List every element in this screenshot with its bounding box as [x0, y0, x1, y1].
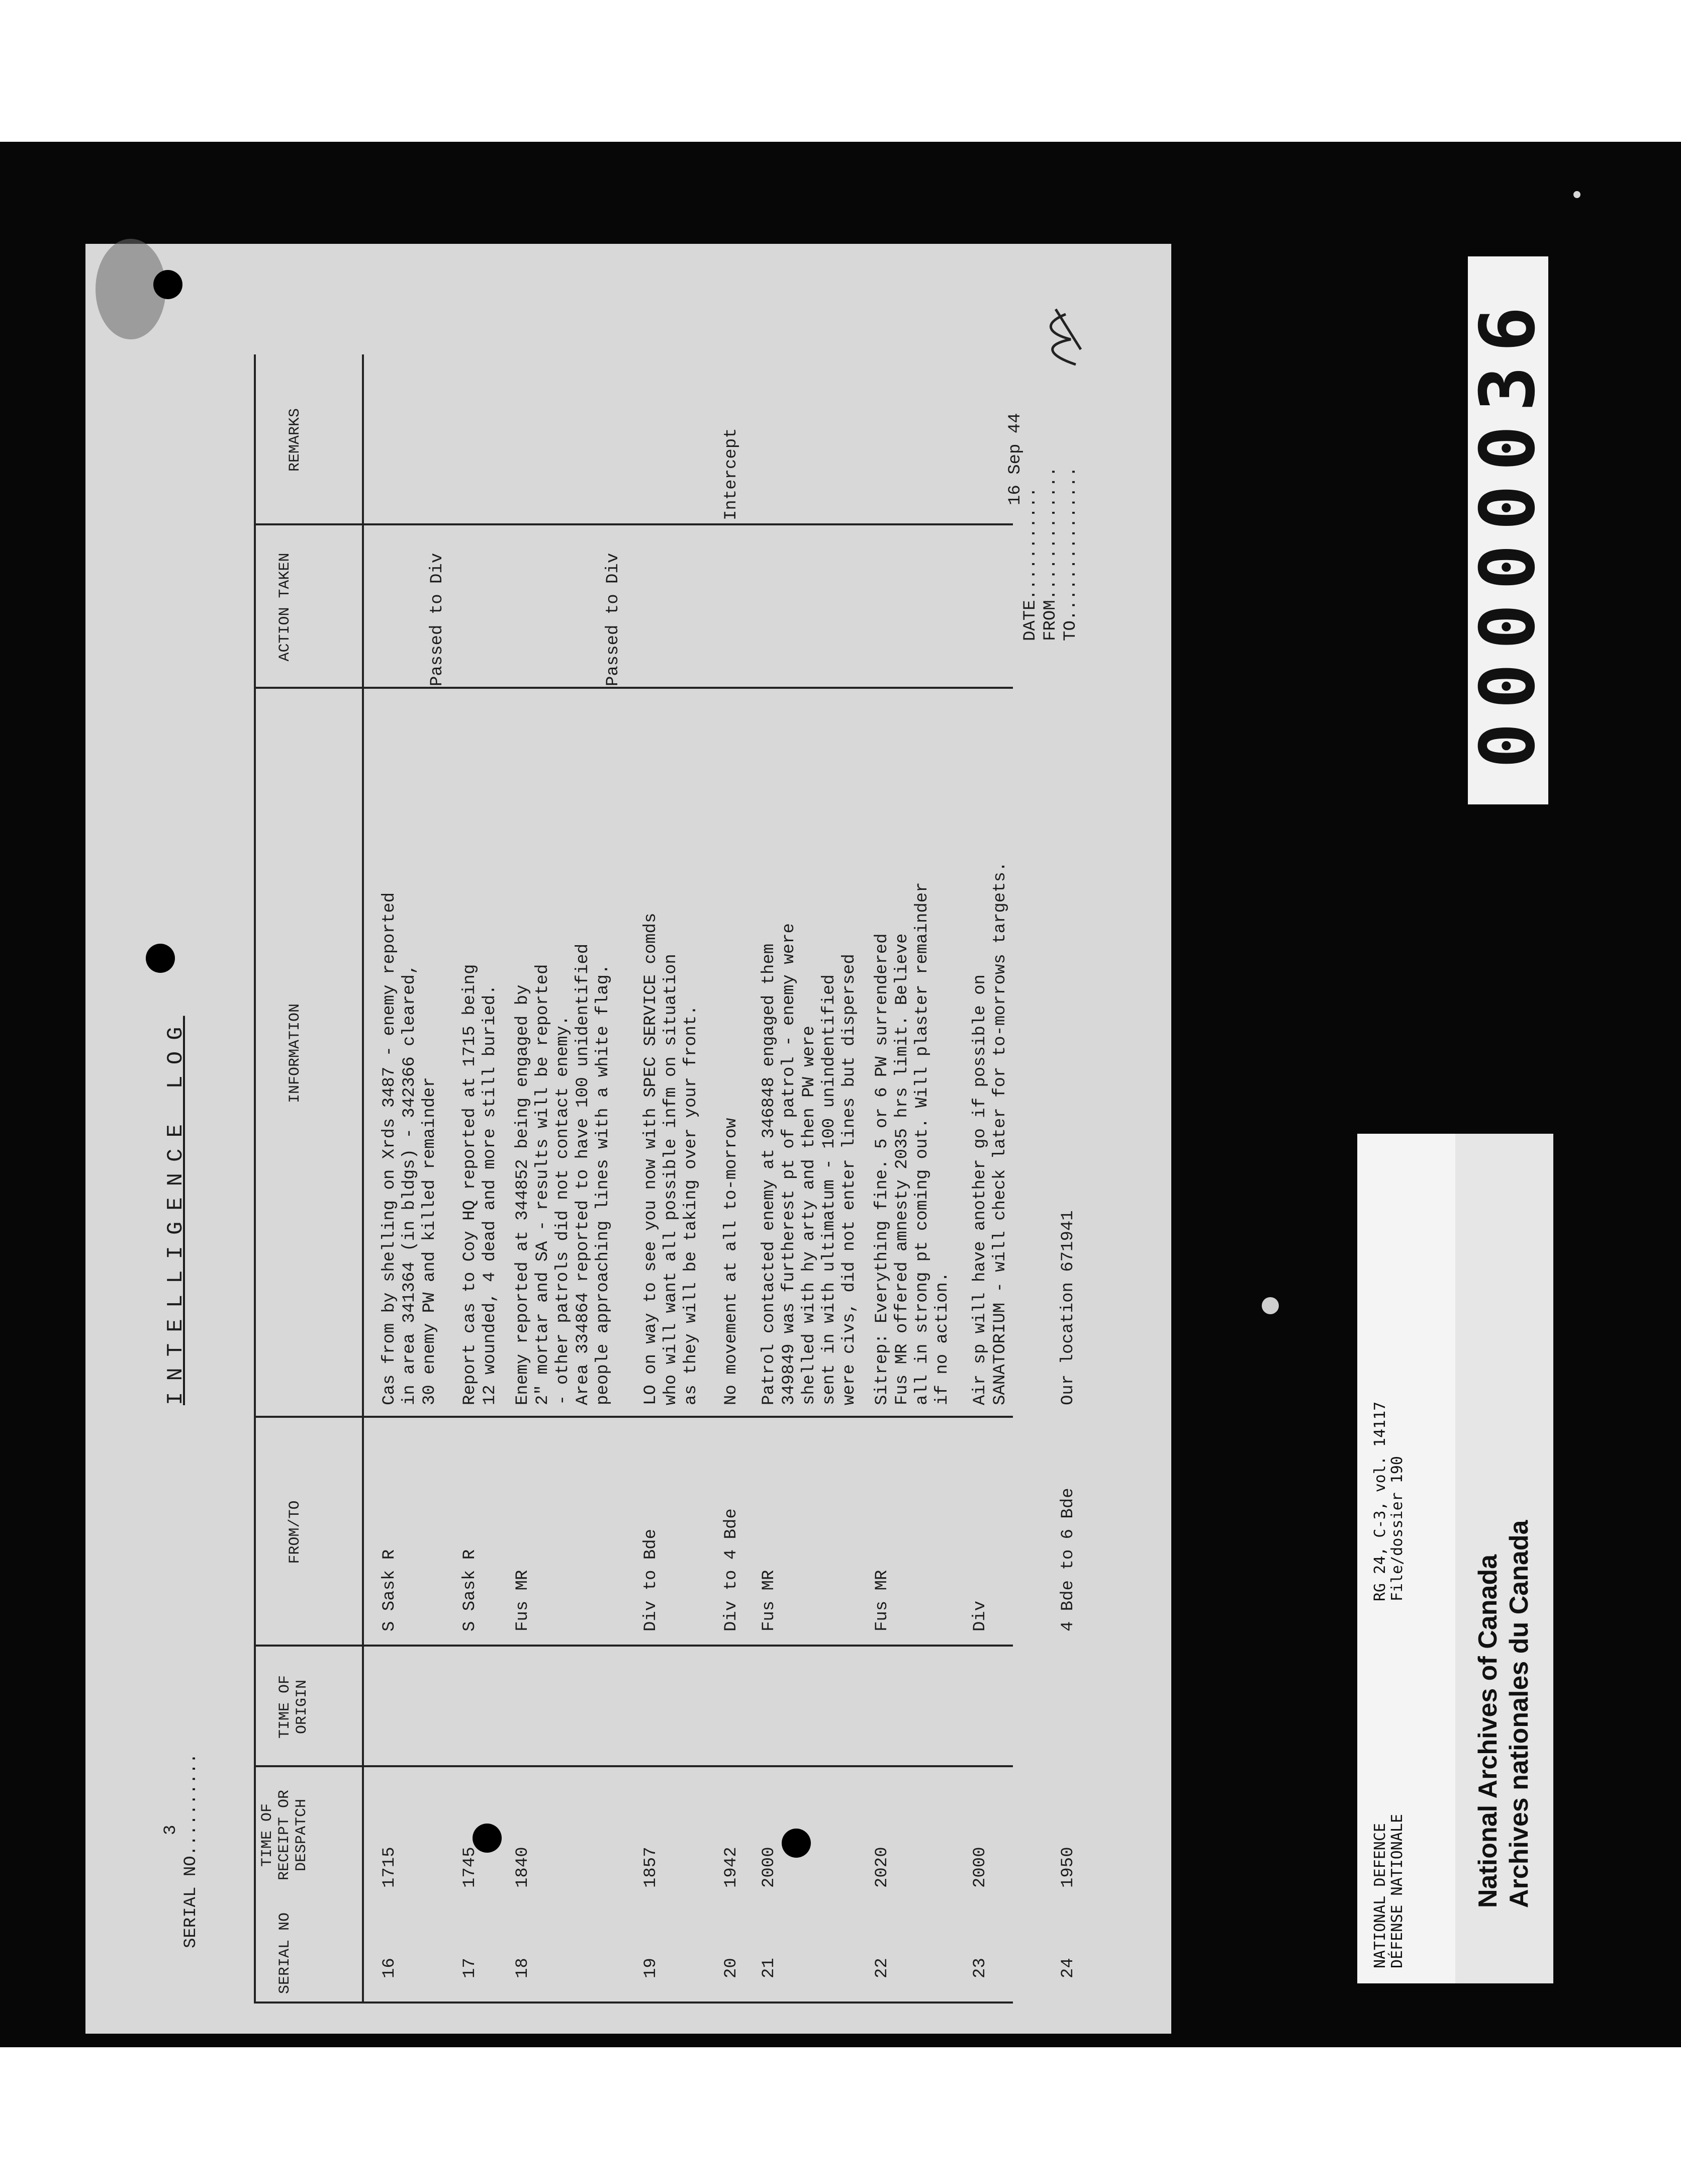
header-time-receipt: TIME OF RECEIPT OR DESPATCH	[259, 1789, 310, 1881]
information-cell: Enemy reported at 344852 being engaged by 2" mortar and SA - results will be reported - other patrols did not contact enemy. Area 334864 reported to have 100 unidentified people approaching lines with a white flag.	[513, 943, 613, 1405]
col-divider	[254, 1645, 1013, 1647]
document-sheet-container	[85, 244, 1171, 2034]
serial-cell: 20	[722, 1958, 741, 1978]
from-to-cell: Fus MR	[873, 1570, 892, 1631]
time-cell: 1950	[1059, 1847, 1078, 1888]
information-cell: Sitrep: Everything fine. 5 or 6 PW surrendered Fus MR offered amnesty 2035 hrs limit. Believe all in strong pt coming out. Will plaster remainder if no action.	[873, 882, 952, 1405]
header-remarks: REMARKS	[287, 408, 304, 472]
remarks-cell: Intercept	[722, 428, 741, 520]
serial-cell: 17	[460, 1958, 480, 1978]
archives-name-fr: Archives nationales du Canada	[1505, 1520, 1534, 1908]
time-cell: 1840	[513, 1847, 532, 1888]
from-to-cell: S Sask R	[380, 1549, 399, 1631]
time-cell: 2020	[873, 1847, 892, 1888]
header-top-rule	[254, 354, 256, 2004]
col-divider	[254, 687, 1013, 689]
information-cell: Cas from by shelling on Xrds 3487 - enemy reported in area 341364 (in bldgs) - 342366 cleared, 30 enemy PW and killed remainder	[380, 892, 439, 1405]
action-cell: Passed to Div	[428, 553, 447, 686]
from-to-cell: Fus MR	[513, 1570, 532, 1631]
time-cell: 1942	[722, 1847, 741, 1888]
punch-hole	[782, 1829, 811, 1858]
from-to-cell: Div to 4 Bde	[722, 1508, 741, 1631]
time-cell: 2000	[760, 1847, 779, 1888]
dept-en: NATIONAL DEFENCE	[1371, 1823, 1389, 1968]
from-to-cell: Fus MR	[760, 1570, 779, 1631]
serial-cell: 18	[513, 1958, 532, 1978]
punch-hole	[146, 944, 175, 973]
from-to-cell: Div to Bde	[641, 1528, 661, 1631]
document-title: INTELLIGENCE LOG	[163, 1016, 189, 1405]
time-cell: 1857	[641, 1847, 661, 1888]
date-label: DATE...........	[1021, 487, 1040, 641]
archives-name-en: National Archives of Canada	[1473, 1554, 1503, 1908]
film-speck	[1262, 1297, 1279, 1314]
time-cell: 1715	[380, 1847, 399, 1888]
header-from-to: FROM/TO	[287, 1500, 304, 1564]
archive-label	[1357, 1134, 1553, 1983]
header-information: INFORMATION	[287, 1003, 304, 1104]
frame-number-container	[1464, 256, 1552, 804]
archive-label-container	[1357, 1134, 1553, 1983]
punch-hole	[153, 270, 182, 299]
frame-number-label	[1464, 256, 1552, 804]
header-action-taken: ACTION TAKEN	[276, 553, 294, 662]
to-label: TO...............	[1061, 467, 1080, 641]
serial-no-value: 3	[161, 1825, 180, 1835]
from-to-cell: 4 Bde to 6 Bde	[1059, 1488, 1078, 1631]
serial-cell: 22	[873, 1958, 892, 1978]
serial-cell: 16	[380, 1958, 399, 1978]
col-divider	[254, 1765, 1013, 1767]
from-label: FROM.............	[1041, 467, 1060, 641]
serial-cell: 21	[760, 1958, 779, 1978]
header-time-origin: TIME OF ORIGIN	[276, 1675, 311, 1739]
information-cell: Air sp will have another go if possible on SANATORIUM - will check later for to-morrows targets.	[971, 861, 1010, 1405]
information-cell: No movement at all to-morrow	[722, 1118, 741, 1405]
archive-reference: RG 24, C-3, vol. 14117	[1371, 1401, 1389, 1601]
time-cell: 2000	[971, 1847, 990, 1888]
intelligence-log-sheet	[85, 244, 1171, 2034]
handwritten-initials	[1036, 299, 1091, 370]
archive-file: File/dossier 190	[1388, 1456, 1406, 1601]
action-cell: Passed to Div	[604, 553, 623, 686]
dept-fr: DÉFENSE NATIONALE	[1388, 1813, 1406, 1968]
col-divider	[254, 523, 1013, 525]
date-value: 16 Sep 44	[1006, 413, 1025, 505]
from-to-cell: Div	[971, 1600, 990, 1631]
serial-cell: 23	[971, 1958, 990, 1978]
header-bottom-rule	[362, 354, 364, 2004]
time-cell: 1745	[460, 1847, 480, 1888]
serial-cell: 19	[641, 1958, 661, 1978]
information-cell: Patrol contacted enemy at 346848 engaged them 349849 was furtherest pt of patrol - enemy were shelled with hy arty and then PW were sent in with ultimatum - 100 unindentified were civs, did not enter lines but dispersed	[760, 923, 859, 1405]
film-speck	[1573, 191, 1580, 198]
information-cell: Report cas to Coy HQ reported at 1715 being 12 wounded, 4 dead and more still buried.	[460, 964, 500, 1405]
serial-no-label: SERIAL NO..........	[181, 1753, 201, 1948]
from-to-cell: S Sask R	[460, 1549, 480, 1631]
frame-number: 00000036	[1464, 292, 1552, 769]
serial-cell: 24	[1059, 1958, 1078, 1978]
information-cell: LO on way to see you now with SPEC SERVICE comds who will want all possible infm on situation as they will be taking over your front.	[641, 913, 701, 1405]
header-serial: SERIAL NO	[276, 1912, 294, 1994]
col-divider	[254, 2001, 1013, 2004]
information-cell: Our location 671941	[1059, 1210, 1078, 1405]
col-divider	[254, 1416, 1013, 1418]
